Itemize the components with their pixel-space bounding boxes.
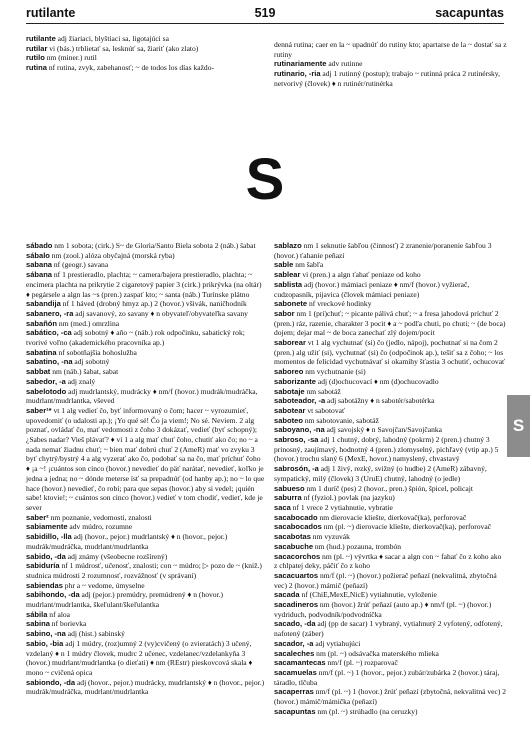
definition: adj (pejor.) premúdry, premúdrený ♦ n (hovor.) mudrlant/mudrlantka, škeľulant/škeľulantka bbox=[26, 590, 224, 610]
headword: saborear bbox=[274, 338, 306, 348]
dictionary-entry bbox=[274, 406, 506, 416]
definition: nm (pl. ~) strúhadlo (na ceruzky) bbox=[315, 706, 418, 716]
dictionary-entry bbox=[274, 69, 514, 88]
definition: nf aloa bbox=[47, 609, 71, 619]
definition: adj (hovor., pejor.) mudrlantský ♦ n (hovor., pejor.) mudrák/mudráčka, mudrlant/mudrlantka bbox=[26, 532, 228, 551]
definition: adj savanový, zo savany ♦ n obyvateľ/obyvateľka savany bbox=[73, 308, 248, 318]
definition: adj 1 živý, rezký, svižný (o hudbe) 2 (AmeR) zábavný, sympatický, milý (človek) 3 (UruE) chutný, lahodný (o jedle) bbox=[274, 464, 487, 483]
headword: rutinariamente bbox=[274, 59, 327, 69]
definition: adj vytiahujúci bbox=[313, 638, 361, 648]
dictionary-entry bbox=[274, 425, 506, 435]
dictionary-entry bbox=[26, 260, 266, 270]
definition: nm sabotáž bbox=[304, 386, 341, 396]
dictionary-entry bbox=[26, 241, 266, 251]
dictionary-entry bbox=[26, 406, 266, 513]
headword: saca bbox=[274, 502, 291, 512]
headword: sacador, -a bbox=[274, 638, 314, 648]
dictionary-entry bbox=[26, 513, 266, 523]
definition: nm (miner.) rutil bbox=[44, 53, 97, 63]
headword: saboreo bbox=[274, 367, 304, 377]
dictionary-entry bbox=[274, 416, 506, 426]
definition: adj 1 chutný, dobrý, lahodný (pokrm) 2 (pren.) chutný 3 prinosný, zaujímavý, hodnotný 4 (pren.) zlomyselný, pichľavý (vtip ap.) 5 (hovor.) trochu slaný 6 (MexE, hovor.) namyslený, chvastavý bbox=[274, 435, 499, 464]
dictionary-entry bbox=[26, 639, 266, 678]
headword: sabina bbox=[26, 619, 50, 629]
headword: sabotear bbox=[274, 405, 306, 415]
definition: denná rutina; caer en la ~ upadnúť do rutiny kto; apartarse de la ~ dostať sa z rutiny bbox=[274, 40, 507, 59]
headword: sabotaje bbox=[274, 386, 305, 396]
dictionary-entry bbox=[274, 59, 514, 69]
headword: sabatina bbox=[26, 347, 57, 357]
headword: sablazo bbox=[274, 241, 302, 250]
dictionary-entry bbox=[26, 34, 266, 44]
definition: nm 1 duríč (pes) 2 (hovor., pren.) špión, špicel, policajt bbox=[304, 483, 473, 493]
headword: sacaperras bbox=[274, 687, 314, 697]
dictionary-entry bbox=[26, 590, 266, 609]
definition: nf sobotňajšia bohoslužba bbox=[56, 347, 137, 357]
headword: sábana bbox=[26, 270, 53, 280]
definition: adj savojský ♦ n Savojčan/Savojčanka bbox=[324, 425, 442, 435]
definition: nm poznanie, vedomosti, znalosti bbox=[48, 512, 152, 522]
definition: nm (hud.) pozauna, trombón bbox=[313, 541, 402, 551]
dictionary-entry bbox=[274, 270, 506, 280]
dictionary-entry bbox=[274, 367, 506, 377]
definition: nm šabľa bbox=[293, 260, 324, 270]
definition: nm/f (pl. ~) 1 (hovor., pejor.) zubár/zubárka 2 (hovor.) táraj, táradlo, tlčuba bbox=[274, 667, 500, 687]
headword: sabbat bbox=[26, 367, 51, 377]
definition: vt 1 alg vychutnať (si) čo (jedlo, nápoj), pochutnať si na čom 2 (pren.) alg užiť (si), vychutnať (si) čo (odpočinok ap.), tešiť sa z čoho; ~ los momentos de felicidad vychutnávať si okamihy šťastia 3 ochutiť, ochucovať bbox=[274, 338, 506, 367]
dictionary-entry bbox=[274, 590, 506, 600]
definition: nm 1 sobota; (cirk.) S~ de Gloria/Santo Biela sobota 2 (náb.) šabat bbox=[52, 241, 256, 250]
header-rule bbox=[26, 23, 504, 24]
definition: nm (pl. ~) vývrtka ♦ sacar a algn con ~ fahať čo z koho ako z chlpatej deky, páčiť čo z koho bbox=[274, 551, 502, 571]
dictionary-entry bbox=[274, 532, 506, 542]
dictionary-entry bbox=[274, 668, 506, 687]
headword: sacamuelas bbox=[274, 667, 317, 677]
definition: adj (hovor.) mámiaci peniaze ♦ nm/f (hovor.) vyžierač, cudzopasník, pijavica (človek mámiaci peniaze) bbox=[274, 279, 470, 299]
dictionary-entry bbox=[26, 319, 266, 329]
dictionary-entry bbox=[26, 532, 266, 551]
header-first-headword: rutilante bbox=[26, 6, 76, 20]
definition: nm (zool.) alóza obyčajná (morská ryba) bbox=[49, 250, 175, 260]
headword: sabedor, -a bbox=[26, 376, 66, 386]
headword: saber¹* bbox=[26, 405, 52, 415]
dictionary-entry bbox=[274, 649, 506, 659]
definition: adj (d)ochucovací ♦ nm (d)ochucovadlo bbox=[315, 376, 439, 386]
dictionary-entry bbox=[274, 396, 506, 406]
dictionary-entry bbox=[274, 639, 506, 649]
dictionary-entry bbox=[26, 251, 266, 261]
definition: nm dierovacie kliešte, dierkovač(ka), perforovač bbox=[317, 512, 467, 522]
headword: rutilante bbox=[26, 34, 56, 43]
definition: nf (fyziol.) povlak (na jazyku) bbox=[301, 493, 395, 503]
headword: rutinario, -ria bbox=[274, 69, 321, 79]
definition: adj (hist.) sabinský bbox=[65, 629, 125, 639]
definition: nm/f (pl. ~) (hovor.) požierač peňazí (nekvalitná, zbytočná vec) 2 (hovor.) mámič (peňazí) bbox=[274, 570, 497, 590]
headword: sabelotodo bbox=[26, 386, 67, 396]
dictionary-entry bbox=[26, 377, 266, 387]
headword: sabio, -bia bbox=[26, 638, 64, 648]
definition: vi (pren.) a algn ťahať peniaze od koho bbox=[300, 270, 421, 280]
headword: sacaleches bbox=[274, 648, 315, 658]
headword: sabiondo, -da bbox=[26, 677, 76, 687]
headword: sabino, -na bbox=[26, 629, 66, 639]
column-top-left bbox=[26, 34, 266, 73]
headword: sabiduría bbox=[26, 561, 60, 571]
headword: sabido, -da bbox=[26, 551, 66, 561]
definition: nm sabotovanie, sabotáž bbox=[302, 415, 379, 425]
definition: adj sobotný ♦ año ~ (náb.) rok odpočinku, sabatický rok; tvorivé voľno (akademického pracovníka ap.) bbox=[26, 328, 245, 348]
dictionary-entry bbox=[26, 348, 266, 358]
dictionary-entry bbox=[274, 658, 506, 668]
headword: sacabocados bbox=[274, 522, 322, 532]
dictionary-entry bbox=[274, 619, 506, 638]
definition: nf borievka bbox=[49, 619, 87, 629]
dictionary-entry bbox=[26, 309, 266, 319]
headword: saboteo bbox=[274, 415, 303, 425]
headword: sábila bbox=[26, 609, 48, 619]
dictionary-entry bbox=[274, 571, 506, 590]
headword: sabiendas bbox=[26, 580, 63, 590]
dictionary-entry bbox=[274, 387, 506, 397]
header-last-headword: sacapuntas bbox=[435, 6, 504, 20]
headword: saboyano, -na bbox=[274, 425, 325, 435]
dictionary-entry bbox=[26, 53, 266, 63]
definition: nf 1 háved (drobný hmyz ap.) 2 (hovor.) všivák, naničhodník bbox=[60, 299, 247, 309]
definition: adv múdro, rozumne bbox=[67, 522, 133, 532]
dictionary-entry bbox=[274, 707, 506, 717]
headword: sabonete bbox=[274, 299, 308, 309]
headword: rutilo bbox=[26, 53, 45, 63]
dictionary-entry bbox=[274, 435, 506, 464]
definition: nf vreckové hodinky bbox=[307, 299, 372, 309]
definition: nm (hovor.) žrúť peňazí (auto ap.) ♦ nm/f (pl. ~) (hovor.) vydriduch, podvodník/podvodníčka bbox=[274, 600, 492, 619]
definition: nf (ChiE,MexE,NicE) vytiahnutie, vyloženie bbox=[299, 590, 437, 600]
definition: adj 1 rutinný (postup); trabajo ~ rutinná práca 2 rutinérsky, netvorivý (človek) ♦ n rutinér/rutinérka bbox=[274, 69, 500, 88]
definition: adj znalý bbox=[65, 376, 96, 386]
dictionary-entry bbox=[274, 299, 506, 309]
dictionary-entry bbox=[274, 503, 506, 513]
dictionary-entry bbox=[274, 687, 506, 706]
definition: vt 1 alg vedieť čo, byť informovaný o čom; hacer ~ vyrozumieť, upovedomiť (o udalosti ap.); ¡Yo qué sé! Čo ja viem!; No sé. Neviem. 2 alg poznať, ovládať čo, mať vedomosti z čoho 3 dokázať, vedieť (byť schopný); ¿Sabes nadar? Vieš plávať? ♦ vi 1 a alg mať chuť čoho, chutiť ako čo; no ~ a nada nemať žiadnu chuť; ~ bien mať dobrú chuť 2 (AmeR) mať vo zvyku 3 byť chytrý/bystrý 4 a alg vyzerať ako čo, podobať sa na čo, mať príchuť čoho ♦ ¡a ~! ¡cuántos son cinco (hovor.) nevedieť do päť narátať, nevedieť, koľko je jedna a jedna; no ~ dónde meterse ísť sa prepadnúť (od hanby ap.); no ~ lo que hace (hovor.) nevedieť, čo robí; para que sepas (hovor.) aby si vedel; ¡quién sabe! ktovie!; ~ cuántos son cinco (hovor.) vedieť v tom chodiť, vedieť, kde je sever bbox=[26, 405, 265, 512]
headword: sábado bbox=[26, 241, 53, 250]
definition: vi (bás.) trblietať sa, lesknúť sa, žiariť (ako zlato) bbox=[47, 43, 199, 53]
definition: adj mudrlantský, mudrácky ♦ nm/f (hovor.) mudrák/mudráčka, mudrlant/mudrlantka, vševed bbox=[26, 386, 258, 406]
dictionary-entry bbox=[26, 44, 266, 54]
definition: phr a ~ vedome, úmyselne bbox=[62, 580, 145, 590]
headword: sabana bbox=[26, 260, 53, 270]
definition: adj 1 múdry, (roz)umný 2 (vy)cvičený (o zvieratách) 3 učený, vzdelaný ♦ n 1 múdry človek, mudrc 2 učenec, vzdelanec/vzdelankyňa 3 (hovor.) mudrlant/mudrlantka (o dieťati) ♦ nm (REstr) pieskovcová skala ♦ mono ~ cvičená opica bbox=[26, 638, 253, 677]
dictionary-entry bbox=[26, 552, 266, 562]
headword: saborizante bbox=[274, 376, 316, 386]
headword: sacabocado bbox=[274, 512, 318, 522]
definition: adj žiariaci, blyštiaci sa, ligotajúci sa bbox=[55, 34, 169, 43]
headword: sacadineros bbox=[274, 600, 319, 610]
definition: nm (pl. ~) odsávačka materského mlieka bbox=[314, 648, 439, 658]
headword: sabatino, -na bbox=[26, 357, 73, 367]
headword: sabático, -ca bbox=[26, 328, 72, 338]
definition: nm/f (pl. ~) 1 (hovor.) žrúť peňazí (zbytočná, nekvalitná vec) 2 (hovor.) mámič/mámička (peňazí) bbox=[274, 687, 507, 707]
definition: nm (náb.) šabat, sabat bbox=[50, 367, 119, 377]
dictionary-entry bbox=[274, 522, 506, 532]
headword: sacabotas bbox=[274, 532, 311, 542]
headword: sábalo bbox=[26, 250, 50, 260]
definition: vt sabotovať bbox=[305, 405, 346, 415]
headword: sabañón bbox=[26, 318, 58, 328]
dictionary-entry bbox=[274, 309, 506, 338]
dictionary-entry bbox=[26, 522, 266, 532]
dictionary-entry bbox=[26, 270, 266, 299]
headword: saboteador, -a bbox=[274, 396, 326, 406]
headword: sabanero, -ra bbox=[26, 308, 74, 318]
column-bottom-left bbox=[26, 241, 266, 697]
dictionary-entry bbox=[26, 299, 266, 309]
headword: sacamantecas bbox=[274, 658, 326, 668]
column-top-right bbox=[274, 40, 514, 89]
headword: sabueso bbox=[274, 483, 305, 493]
headword: saburra bbox=[274, 493, 302, 503]
definition: nf 1 prestieradlo, plachta; ~ camera/bajera prestieradlo, plachta; ~ encimera plachta na prikrytie 2 cigaretový papier 3 (cirk.) prikrývka (na oltár) ♦ pegársele a algn las ~s (pren.) zaspať kto; ~ santa (náb.) Turínske plátno bbox=[26, 270, 262, 299]
dictionary-entry bbox=[274, 241, 506, 260]
dictionary-entry bbox=[26, 619, 266, 629]
definition: nf 1 vrece 2 vytiahnutie, vybratie bbox=[290, 502, 393, 512]
dictionary-entry bbox=[26, 63, 266, 73]
dictionary-entry bbox=[274, 600, 506, 619]
dictionary-entry bbox=[26, 387, 266, 406]
definition: nm 1 seknutie šabľou (činnosť) 2 zranenie/poranenie šabľou 3 (hovor.) ťahanie peňazí bbox=[274, 241, 492, 260]
dictionary-entry bbox=[274, 377, 506, 387]
definition: adj (pp de sacar) 1 vybraný, vytiahnutý 2 vyfotený, odfotený, nafotený (záber) bbox=[274, 619, 503, 639]
headword: saber² bbox=[26, 512, 49, 522]
headword: sabidillo, -lla bbox=[26, 532, 72, 542]
definition: adj sabotážny ♦ n sabotér/sabotérka bbox=[325, 396, 435, 406]
headword: sabor bbox=[274, 308, 295, 318]
headword: sabiamente bbox=[26, 522, 68, 532]
dictionary-entry bbox=[26, 629, 266, 639]
definition: nm 1 (prí)chuť; ~ picante pálivá chuť; ~ a fresa jahodová príchuť 2 (pren.) ráz, razenie, charakter 3 pocit ♦ a ~ podľa chuti, po chuti; ~ (de boca) dojem; dejar mal ~ de boca zanechať zlý dojem/pocit bbox=[274, 308, 506, 338]
dictionary-entry bbox=[26, 561, 266, 580]
definition: nf (geogr.) savana bbox=[52, 260, 109, 270]
dictionary-entry bbox=[274, 542, 506, 552]
dictionary-entry bbox=[274, 552, 506, 571]
definition: nm (med.) omrzlina bbox=[57, 318, 120, 328]
headword: sabroso, -sa bbox=[274, 435, 319, 445]
headword: sacacorchos bbox=[274, 551, 321, 561]
headword: rutina bbox=[26, 63, 47, 73]
dictionary-entry bbox=[274, 260, 506, 270]
headword: sable bbox=[274, 260, 294, 270]
headword: sabrosón, -a bbox=[274, 464, 319, 474]
definition: adj sobotný bbox=[72, 357, 110, 367]
dictionary-entry bbox=[26, 328, 266, 347]
section-letter: S bbox=[245, 147, 285, 212]
thumb-index-tab: S bbox=[507, 395, 530, 457]
headword: sablista bbox=[274, 279, 303, 289]
headword: sacado, -da bbox=[274, 619, 316, 629]
definition: nm (pl. ~) dierovacie kliešte, dierkovač(ka), perforovač bbox=[321, 522, 492, 532]
dictionary-entry bbox=[274, 493, 506, 503]
column-bottom-right bbox=[274, 241, 506, 716]
headword: sabandija bbox=[26, 299, 61, 309]
headword: sacabuche bbox=[274, 541, 314, 551]
page-header bbox=[26, 6, 504, 22]
definition: nm vychutnanie (si) bbox=[303, 367, 366, 377]
definition: adj (hovor., pejor.) mudrácky, mudrlantský ♦ n (hovor., pejor.) mudrák/mudráčka, mudrlant/mudrlantka bbox=[26, 677, 265, 697]
dictionary-entry bbox=[274, 338, 506, 367]
dictionary-entry bbox=[274, 513, 506, 523]
definition: nm/f (pl. ~) rozparovač bbox=[325, 658, 398, 668]
dictionary-entry bbox=[26, 367, 266, 377]
dictionary-entry bbox=[26, 678, 266, 697]
headword: sabihondo, -da bbox=[26, 590, 80, 600]
headword: sacacuartos bbox=[274, 570, 319, 580]
headword: sablear bbox=[274, 270, 301, 280]
headword: sacapuntas bbox=[274, 706, 316, 716]
definition: adv rutinne bbox=[326, 59, 363, 69]
dictionary-entry bbox=[26, 581, 266, 591]
definition: nm vyzuvák bbox=[310, 532, 350, 542]
definition: adj známy (všeobecne rozšírený) bbox=[65, 551, 168, 561]
headword: sacada bbox=[274, 590, 300, 600]
page-number: 519 bbox=[254, 6, 276, 20]
dictionary-entry bbox=[274, 484, 506, 494]
dictionary-entry bbox=[26, 610, 266, 620]
dictionary-entry bbox=[274, 40, 514, 59]
headword: rutilar bbox=[26, 43, 48, 53]
definition: nf 1 múdrosť, učenosť, znalosti; con ~ múdro; ▷ pozo de ~ (kniž.) studnica múdrosti 2 rozumnosť, rozvážnosť (v správaní) bbox=[26, 561, 262, 580]
dictionary-entry bbox=[26, 357, 266, 367]
dictionary-entry bbox=[274, 464, 506, 483]
definition: nf rutina, zvyk, zabehanosť; ~ de todos los días každo- bbox=[46, 63, 214, 73]
dictionary-entry bbox=[274, 280, 506, 299]
